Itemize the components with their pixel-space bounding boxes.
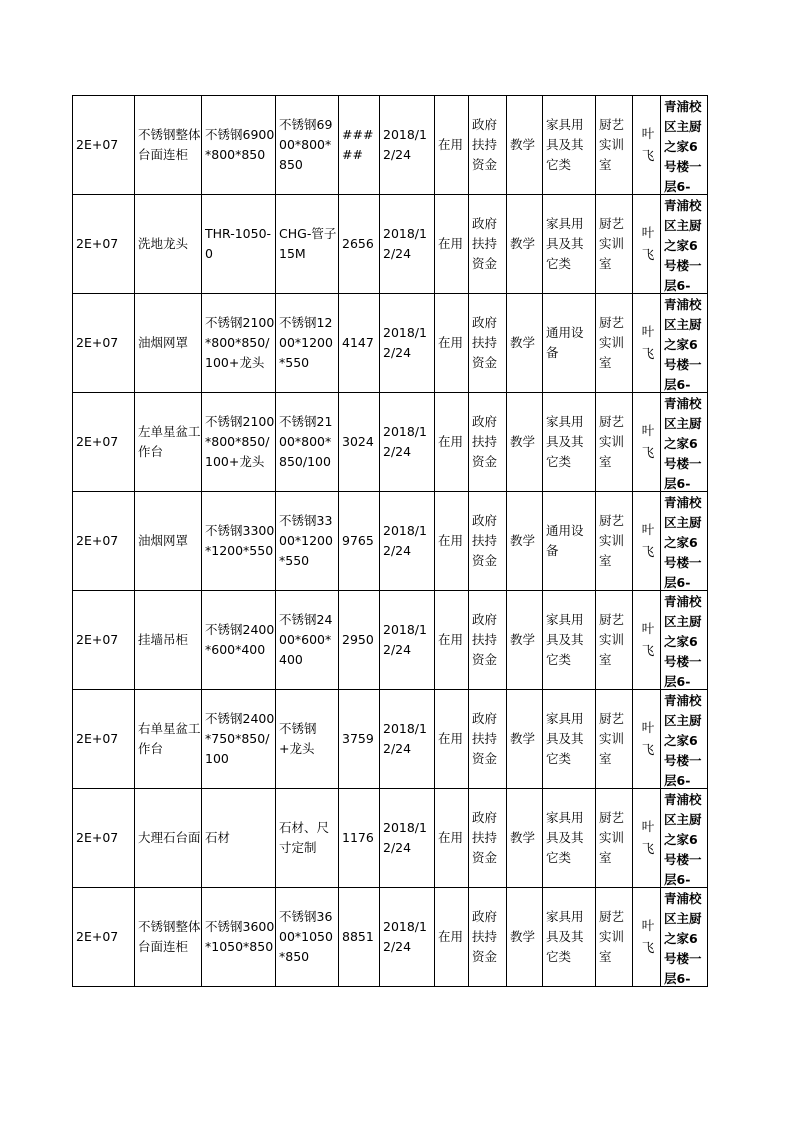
table-row: [73, 492, 708, 591]
category-cell: 家具用具及其它类: [543, 195, 596, 294]
keeper-cell: [633, 888, 661, 987]
table-row: [73, 195, 708, 294]
asset-name-cell: 洗地龙头: [135, 195, 202, 294]
date-cell: 2018/12/24: [380, 294, 435, 393]
asset-name-cell: 大理石台面: [135, 789, 202, 888]
asset-name-cell: 挂墙吊柜: [135, 591, 202, 690]
keeper-cell: [633, 294, 661, 393]
asset-code-cell: 2E+07: [73, 888, 135, 987]
spec-cell: 不锈钢3300*1200*550: [276, 492, 339, 591]
asset-code-cell: 2E+07: [73, 591, 135, 690]
spec-cell: 不锈钢6900*800*850: [276, 96, 339, 195]
location-text: 青浦校区主厨之家6号楼一层6-: [664, 296, 702, 392]
room-cell: 厨艺实训室: [596, 690, 633, 789]
asset-name-cell: 左单星盆工作台: [135, 393, 202, 492]
location-text: 青浦校区主厨之家6号楼一层6-: [664, 494, 702, 590]
material-cell: 不锈钢3300*1200*550: [202, 492, 276, 591]
category-cell: 家具用具及其它类: [543, 789, 596, 888]
funding-cell: 政府扶持资金: [469, 96, 507, 195]
date-cell: 2018/12/24: [380, 789, 435, 888]
amount-cell: #####: [339, 96, 380, 195]
funding-cell: 政府扶持资金: [469, 393, 507, 492]
category-cell: 家具用具及其它类: [543, 591, 596, 690]
status-cell: 在用: [435, 294, 469, 393]
status-cell: 在用: [435, 591, 469, 690]
table-row: [73, 690, 708, 789]
asset-code-cell: 2E+07: [73, 294, 135, 393]
location-text: 青浦校区主厨之家6号楼一层6-: [664, 791, 702, 887]
spec-cell: 不锈钢2100*800*850/100: [276, 393, 339, 492]
location-text: 青浦校区主厨之家6号楼一层6-: [664, 395, 702, 491]
amount-cell: 3759: [339, 690, 380, 789]
funding-cell: 政府扶持资金: [469, 492, 507, 591]
location-cell: [661, 294, 708, 393]
status-cell: 在用: [435, 96, 469, 195]
location-cell: [661, 195, 708, 294]
asset-code-cell: 2E+07: [73, 96, 135, 195]
date-cell: 2018/12/24: [380, 888, 435, 987]
room-cell: 厨艺实训室: [596, 294, 633, 393]
keeper-text: 叶飞: [641, 126, 655, 163]
date-cell: 2018/12/24: [380, 96, 435, 195]
amount-cell: 4147: [339, 294, 380, 393]
location-cell: [661, 690, 708, 789]
keeper-text: 叶飞: [641, 819, 655, 856]
funding-cell: 政府扶持资金: [469, 591, 507, 690]
material-cell: 不锈钢2100*800*850/100+龙头: [202, 294, 276, 393]
location-cell: [661, 393, 708, 492]
use-cell: 教学: [507, 591, 543, 690]
keeper-cell: [633, 492, 661, 591]
amount-cell: 3024: [339, 393, 380, 492]
spec-cell: 石材、尺寸定制: [276, 789, 339, 888]
room-cell: 厨艺实训室: [596, 195, 633, 294]
spec-cell: 不锈钢1200*1200*550: [276, 294, 339, 393]
room-cell: 厨艺实训室: [596, 393, 633, 492]
location-text: 青浦校区主厨之家6号楼一层6-: [664, 692, 702, 788]
asset-code-cell: 2E+07: [73, 690, 135, 789]
table-body: [73, 96, 708, 987]
status-cell: 在用: [435, 888, 469, 987]
category-cell: 家具用具及其它类: [543, 888, 596, 987]
spec-cell: 不锈钢2400*600*400: [276, 591, 339, 690]
room-cell: 厨艺实训室: [596, 96, 633, 195]
location-cell: [661, 591, 708, 690]
funding-cell: 政府扶持资金: [469, 888, 507, 987]
asset-table: [72, 95, 708, 987]
material-cell: 不锈钢6900*800*850: [202, 96, 276, 195]
status-cell: 在用: [435, 393, 469, 492]
spec-cell: 不锈钢+龙头: [276, 690, 339, 789]
status-cell: 在用: [435, 492, 469, 591]
date-cell: 2018/12/24: [380, 393, 435, 492]
asset-code-cell: 2E+07: [73, 789, 135, 888]
keeper-cell: [633, 195, 661, 294]
category-cell: 家具用具及其它类: [543, 96, 596, 195]
location-cell: [661, 96, 708, 195]
keeper-text: 叶飞: [641, 423, 655, 460]
category-cell: 通用设备: [543, 492, 596, 591]
use-cell: 教学: [507, 393, 543, 492]
location-cell: [661, 789, 708, 888]
keeper-text: 叶飞: [641, 522, 655, 559]
asset-name-cell: 不锈钢整体台面连柜: [135, 96, 202, 195]
keeper-cell: [633, 591, 661, 690]
material-cell: 石材: [202, 789, 276, 888]
keeper-cell: [633, 789, 661, 888]
asset-name-cell: 右单星盆工作台: [135, 690, 202, 789]
category-cell: 通用设备: [543, 294, 596, 393]
asset-name-cell: 油烟网罩: [135, 294, 202, 393]
material-cell: THR-1050-0: [202, 195, 276, 294]
amount-cell: 2656: [339, 195, 380, 294]
table-row: [73, 294, 708, 393]
table-row: [73, 888, 708, 987]
asset-code-cell: 2E+07: [73, 492, 135, 591]
keeper-text: 叶飞: [641, 918, 655, 955]
location-text: 青浦校区主厨之家6号楼一层6-: [664, 593, 702, 689]
funding-cell: 政府扶持资金: [469, 690, 507, 789]
keeper-cell: [633, 96, 661, 195]
table-row: [73, 393, 708, 492]
location-text: 青浦校区主厨之家6号楼一层6-: [664, 98, 702, 194]
date-cell: 2018/12/24: [380, 492, 435, 591]
date-cell: 2018/12/24: [380, 690, 435, 789]
material-cell: 不锈钢3600*1050*850: [202, 888, 276, 987]
asset-code-cell: 2E+07: [73, 195, 135, 294]
keeper-cell: [633, 393, 661, 492]
use-cell: 教学: [507, 195, 543, 294]
spec-cell: 不锈钢3600*1050*850: [276, 888, 339, 987]
keeper-text: 叶飞: [641, 720, 655, 757]
asset-name-cell: 不锈钢整体台面连柜: [135, 888, 202, 987]
asset-code-cell: 2E+07: [73, 393, 135, 492]
location-text: 青浦校区主厨之家6号楼一层6-: [664, 890, 702, 986]
location-text: 青浦校区主厨之家6号楼一层6-: [664, 197, 702, 293]
use-cell: 教学: [507, 492, 543, 591]
location-cell: [661, 492, 708, 591]
table-row: [73, 789, 708, 888]
location-cell: [661, 888, 708, 987]
date-cell: 2018/12/24: [380, 195, 435, 294]
amount-cell: 2950: [339, 591, 380, 690]
keeper-text: 叶飞: [641, 621, 655, 658]
room-cell: 厨艺实训室: [596, 888, 633, 987]
amount-cell: 8851: [339, 888, 380, 987]
material-cell: 不锈钢2100*800*850/100+龙头: [202, 393, 276, 492]
table-row: [73, 591, 708, 690]
use-cell: 教学: [507, 690, 543, 789]
funding-cell: 政府扶持资金: [469, 294, 507, 393]
keeper-cell: [633, 690, 661, 789]
category-cell: 家具用具及其它类: [543, 393, 596, 492]
use-cell: 教学: [507, 96, 543, 195]
status-cell: 在用: [435, 789, 469, 888]
keeper-text: 叶飞: [641, 324, 655, 361]
category-cell: 家具用具及其它类: [543, 690, 596, 789]
use-cell: 教学: [507, 789, 543, 888]
table-row: [73, 96, 708, 195]
amount-cell: 9765: [339, 492, 380, 591]
use-cell: 教学: [507, 888, 543, 987]
material-cell: 不锈钢2400*750*850/100: [202, 690, 276, 789]
use-cell: 教学: [507, 294, 543, 393]
funding-cell: 政府扶持资金: [469, 195, 507, 294]
keeper-text: 叶飞: [641, 225, 655, 262]
room-cell: 厨艺实训室: [596, 789, 633, 888]
funding-cell: 政府扶持资金: [469, 789, 507, 888]
date-cell: 2018/12/24: [380, 591, 435, 690]
asset-name-cell: 油烟网罩: [135, 492, 202, 591]
status-cell: 在用: [435, 690, 469, 789]
room-cell: 厨艺实训室: [596, 492, 633, 591]
room-cell: 厨艺实训室: [596, 591, 633, 690]
spec-cell: CHG-管子15M: [276, 195, 339, 294]
amount-cell: 1176: [339, 789, 380, 888]
material-cell: 不锈钢2400*600*400: [202, 591, 276, 690]
status-cell: 在用: [435, 195, 469, 294]
